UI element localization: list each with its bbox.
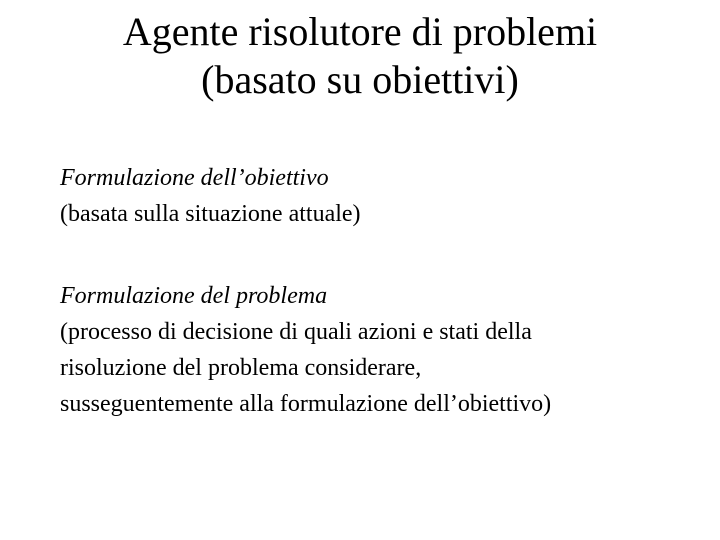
title-line-1: Agente risolutore di problemi — [122, 9, 598, 54]
section-description-line: risoluzione del problema considerare, — [60, 355, 422, 381]
slide-title — [0, 8, 720, 104]
section-description-line: susseguentemente alla formulazione dell’obiettivo) — [60, 391, 552, 417]
section-goal-formulation — [60, 160, 700, 232]
slide-body — [60, 160, 700, 422]
title-line-2: (basato su obiettivi) — [201, 57, 519, 102]
section-description-line: (basata sulla situazione attuale) — [60, 201, 361, 227]
section-problem-formulation — [60, 278, 700, 422]
section-heading: Formulazione dell’obiettivo — [60, 165, 329, 191]
section-heading: Formulazione del problema — [60, 283, 328, 309]
section-description-line: (processo di decisione di quali azioni e stati della — [60, 319, 532, 345]
